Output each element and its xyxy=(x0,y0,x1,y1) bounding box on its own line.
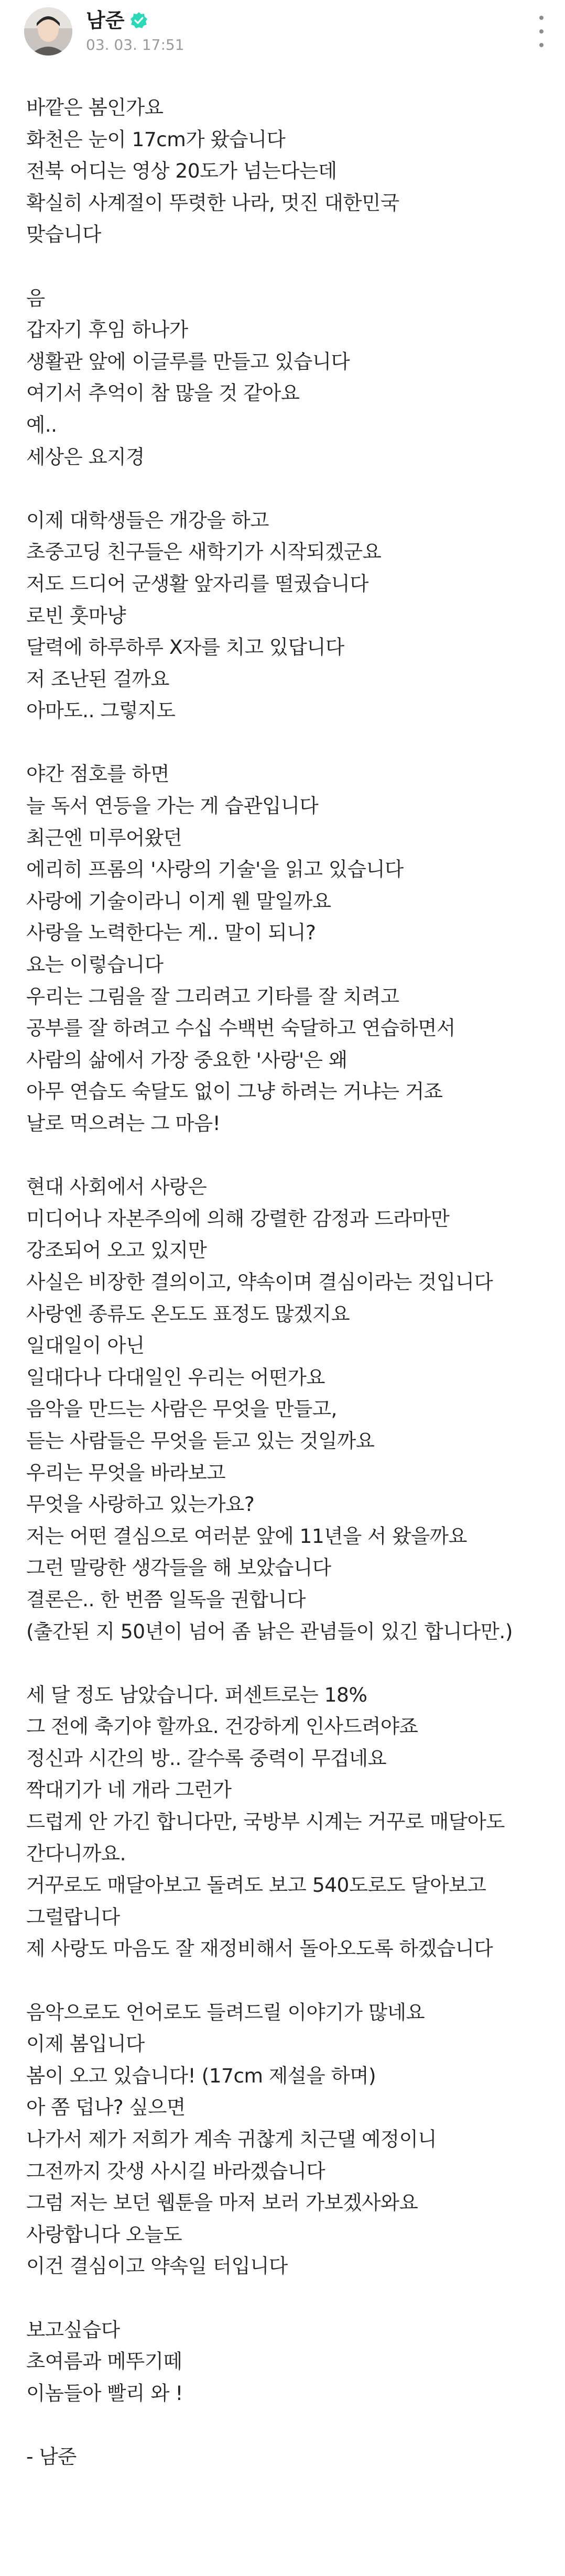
post-text-line: 그런 말랑한 생각들을 해 보았습니다 xyxy=(26,1556,331,1580)
post-text-line: 음 xyxy=(26,286,45,310)
post-text-line: 생활관 앞에 이글루를 만들고 있습니다 xyxy=(26,349,350,373)
post-text-line: 그럼 저는 보던 웹툰을 마저 보러 가보겠사와요 xyxy=(26,2191,418,2215)
post-text-line: 음악을 만드는 사람은 무엇을 만들고, xyxy=(26,1397,337,1421)
post-text-line: 짝대기가 네 개라 그런가 xyxy=(26,1778,232,1802)
post-text-line: 거꾸로도 매달아보고 돌려도 보고 540도로도 달아보고 xyxy=(26,1873,486,1897)
post-text-line: 아 쫌 덥나? 싶으면 xyxy=(26,2096,186,2119)
post-text-line: 세상은 요지경 xyxy=(26,445,145,468)
post-text-line: 저는 어떤 결심으로 여러분 앞에 11년을 서 왔을까요 xyxy=(26,1524,468,1548)
post-text-line: 우리는 무엇을 바라보고 xyxy=(26,1461,226,1484)
post-body xyxy=(26,92,550,2473)
post-text-line: 날로 먹으려는 그 마음! xyxy=(26,1112,221,1135)
post-text-line: 바깥은 봄인가요 xyxy=(26,96,164,119)
blank-line xyxy=(26,2409,550,2441)
post-text-line: 보고싶습다 xyxy=(26,2318,120,2341)
post-text-line: 세 달 정도 남았습니다. 퍼센트로는 18% xyxy=(26,1683,367,1706)
post-text-line: 드럽게 안 가긴 합니다만, 국방부 시계는 거꾸로 매달아도 xyxy=(26,1810,505,1834)
post-text-line: 현대 사회에서 사랑은 xyxy=(26,1175,207,1199)
post-text-line: 무엇을 사랑하고 있는가요? xyxy=(26,1493,255,1516)
post-text-line: 여기서 추억이 참 많을 것 같아요 xyxy=(26,381,300,405)
post-text-line: 공부를 잘 하려고 수십 수백번 숙달하고 연습하면서 xyxy=(26,1016,455,1040)
blank-line xyxy=(26,727,550,759)
blank-line xyxy=(26,250,550,282)
post-text-line: 저 조난된 걸까요 xyxy=(26,667,169,690)
post-text-line: 일대일이 아닌 xyxy=(26,1334,145,1357)
post-text-line: 아마도.. 그렇지도 xyxy=(26,699,176,722)
post-text-line: 전북 어디는 영상 20도가 넘는다는데 xyxy=(26,159,337,183)
post-text-line: 제 사랑도 마음도 잘 재정비해서 돌아오도록 하겠습니다 xyxy=(26,1937,493,1960)
post-text-line: - 남준 xyxy=(26,2445,77,2468)
post-text-line: 음악으로도 언어로도 들려드릴 이야기가 많네요 xyxy=(26,2000,425,2024)
more-vertical-icon[interactable] xyxy=(534,16,549,47)
post-text-line: 사랑을 노력한다는 게.. 말이 되니? xyxy=(26,921,316,945)
post-text-line: 강조되어 오고 있지만 xyxy=(26,1238,207,1262)
post-text-line: 사실은 비장한 결의이고, 약속이며 결심이라는 것입니다 xyxy=(26,1270,493,1294)
post-text-line: 초여름과 메뚜기떼 xyxy=(26,2350,182,2373)
post-timestamp: 03. 03. 17:51 xyxy=(86,36,184,53)
blank-line xyxy=(26,2282,550,2314)
post-text-line: 사람의 삶에서 가장 중요한 '사랑'은 왜 xyxy=(26,1048,347,1071)
post-text-line: 나가서 제가 저희가 계속 귀찮게 치근댈 예정이니 xyxy=(26,2128,437,2151)
post-text-line: 이제 봄입니다 xyxy=(26,2032,145,2056)
post-text-line: 늘 독서 연등을 가는 게 습관입니다 xyxy=(26,794,319,818)
post-text-line: 로빈 훗마냥 xyxy=(26,604,126,627)
post-text-line: 사랑엔 종류도 온도도 표정도 많겠지요 xyxy=(26,1302,350,1325)
post-text-line: 갑자기 후임 하나가 xyxy=(26,318,188,342)
post-text-line: 일대다나 다대일인 우리는 어떤가요 xyxy=(26,1365,325,1389)
blank-line xyxy=(26,1139,550,1171)
post-header xyxy=(0,0,565,79)
post-text-line: 이제 대학생들은 개강을 하고 xyxy=(26,508,269,532)
more-dot xyxy=(539,16,544,20)
post-text-line: 확실히 사계절이 뚜렷한 나라, 멋진 대한민국 xyxy=(26,191,399,214)
post-text-line: 결론은.. 한 번쯤 일독을 권합니다 xyxy=(26,1587,306,1611)
blank-line xyxy=(26,473,550,505)
more-dot xyxy=(539,29,544,34)
post-text-line: 이건 결심이고 약속일 터입니다 xyxy=(26,2254,288,2278)
post-text-line: 정신과 시간의 방.. 갈수록 중력이 무겁네요 xyxy=(26,1746,387,1770)
post-text-line: 화천은 눈이 17cm가 왔습니다 xyxy=(26,127,286,151)
blank-line xyxy=(26,1647,550,1679)
verified-badge-icon xyxy=(129,11,148,30)
blank-line xyxy=(26,1965,550,1997)
post-text-line: 우리는 그림을 잘 그리려고 기타를 잘 치려고 xyxy=(26,984,399,1008)
post-text-line: 듣는 사람들은 무엇을 듣고 있는 것일까요 xyxy=(26,1429,375,1452)
post-text-line: 초중고딩 친구들은 새학기가 시작되겠군요 xyxy=(26,540,382,564)
post-text-line: 최근엔 미루어왔던 xyxy=(26,826,182,849)
post-text-line: 간다니까요. xyxy=(26,1841,126,1865)
post-text-line: 그럴랍니다 xyxy=(26,1905,120,1928)
post-text-line: 아무 연습도 숙달도 없이 그냥 하려는 거냐는 거죠 xyxy=(26,1080,443,1103)
more-dot xyxy=(539,43,544,47)
post-text-line: 사랑합니다 오늘도 xyxy=(26,2222,182,2246)
post-text-line: 맞습니다 xyxy=(26,223,101,246)
post-text-line: (출간된 지 50년이 넘어 좀 낡은 관념들이 있긴 합니다만.) xyxy=(26,1619,513,1643)
author-row xyxy=(86,7,148,34)
author-name[interactable]: 남준 xyxy=(86,9,125,32)
post-text-line: 그전까지 갓생 사시길 바라겠습니다 xyxy=(26,2159,325,2183)
post-text-line: 봄이 오고 있습니다! (17cm 제설을 하며) xyxy=(26,2064,376,2087)
post-text-line: 그 전에 축기야 할까요. 건강하게 인사드려야죠 xyxy=(26,1715,418,1738)
post-text-line: 저도 드디어 군생활 앞자리를 떨궜습니다 xyxy=(26,572,369,595)
post-text-line: 사랑에 기술이라니 이게 웬 말일까요 xyxy=(26,889,331,913)
post-text-line: 예.. xyxy=(26,413,57,436)
author-avatar[interactable] xyxy=(24,7,72,56)
post-text-line: 요는 이렇습니다 xyxy=(26,953,164,977)
post-text-line: 에리히 프롬의 '사랑의 기술'을 읽고 있습니다 xyxy=(26,858,404,881)
post-text-line: 야간 점호를 하면 xyxy=(26,762,169,786)
post-text-line: 이놈들아 빨리 와 ! xyxy=(26,2381,183,2405)
post-text-line: 달력에 하루하루 X자를 치고 있답니다 xyxy=(26,635,344,659)
post-text-line: 미디어나 자본주의에 의해 강렬한 감정과 드라마만 xyxy=(26,1207,450,1230)
avatar-image xyxy=(24,7,72,56)
